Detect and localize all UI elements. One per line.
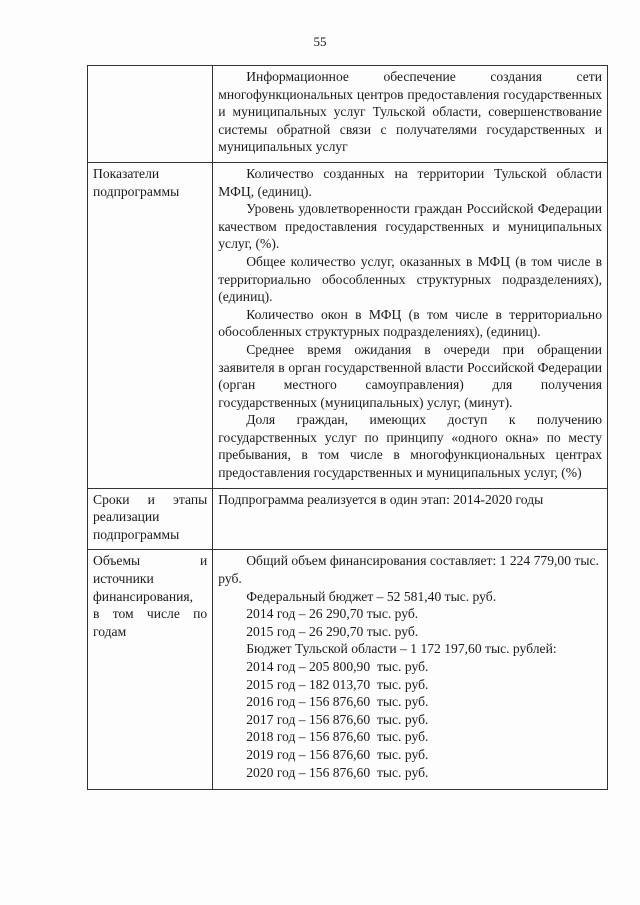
row-label-indicators [88,162,213,488]
label-line: подпрограммы [93,183,180,199]
row-label-empty [88,66,213,163]
label-line: источники [93,571,154,587]
financing-line: 2019 год – 156 876,60 тыс. руб. [246,746,429,762]
financing-line: 2016 год – 156 876,60 тыс. руб. [246,694,429,710]
table-row-goals [88,66,608,163]
financing-line: Федеральный бюджет – 52 581,40 тыс. руб. [246,588,497,604]
financing-line: Общий объем финансирования составляет: 1 224 779,00 тыс. руб. [218,553,599,587]
label-line: Сроки и этапы [93,491,208,507]
subprogram-passport-table [87,65,608,790]
indicator-paragraph: Количество созданных на территории Тульской области МФЦ, (единиц). [218,165,602,199]
table-row-financing [88,550,608,790]
row-value-goals [213,66,608,163]
value-paragraph: Информационное обеспечение создания сети многофункциональных центров предоставления государственных и муниципальных услуг Тульской области, совершенствование системы обратной связи с получателями государственных и муниципальных услуг [218,69,602,155]
timeline-text: Подпрограмма реализуется в один этап: 2014-2020 годы [218,491,544,507]
label-line: финансирования, [93,588,194,604]
indicator-paragraph: Среднее время ожидания в очереди при обращении заявителя в орган государственной власти Российской Федерации (орган местного самоуправления) для получения государственных (муниципальных) услуг, (минут). [218,341,602,410]
row-label-financing [88,550,213,790]
financing-line: Бюджет Тульской области – 1 172 197,60 тыс. рублей: [246,641,557,657]
table-row-indicators [88,162,608,488]
financing-line: 2018 год – 156 876,60 тыс. руб. [246,729,429,745]
indicator-paragraph: Уровень удовлетворенности граждан Российской Федерации качеством предоставления государственных и муниципальных услуг, (%). [218,201,602,252]
row-value-indicators [213,162,608,488]
label-line: в том числе по [93,606,208,622]
row-value-financing [213,550,608,790]
row-value-timeline [213,488,608,550]
financing-line: 2015 год – 26 290,70 тыс. руб. [246,623,419,639]
page-number: 55 [313,34,327,49]
label-line: Объемы и [93,553,208,569]
indicator-paragraph: Общее количество услуг, оказанных в МФЦ (в том числе в территориально обособленных структурных подразделениях), (единиц). [218,253,602,305]
label-line: подпрограммы [93,526,180,542]
row-label-timeline [88,488,213,550]
financing-line: 2020 год – 156 876,60 тыс. руб. [246,764,429,780]
financing-line: 2014 год – 26 290,70 тыс. руб. [246,606,419,622]
financing-line: 2014 год – 205 800,90 тыс. руб. [246,659,429,674]
indicator-paragraph: Количество окон в МФЦ (в том числе в территориально обособленных структурных подразделениях), (единиц). [218,306,602,340]
indicator-paragraph: Доля граждан, имеющих доступ к получению государственных услуг по принципу «одного окна» по месту пребывания, в том числе в многофункциональных центрах предоставления государственных и муниципальных услуг, (%) [218,412,602,481]
label-line: годам [93,623,127,639]
financing-line: 2015 год – 182 013,70 тыс. руб. [246,676,429,692]
label-line: Показатели [93,165,160,181]
table-row-timeline [88,488,608,550]
label-line: реализации [93,509,160,525]
financing-line: 2017 год – 156 876,60 тыс. руб. [246,711,429,727]
